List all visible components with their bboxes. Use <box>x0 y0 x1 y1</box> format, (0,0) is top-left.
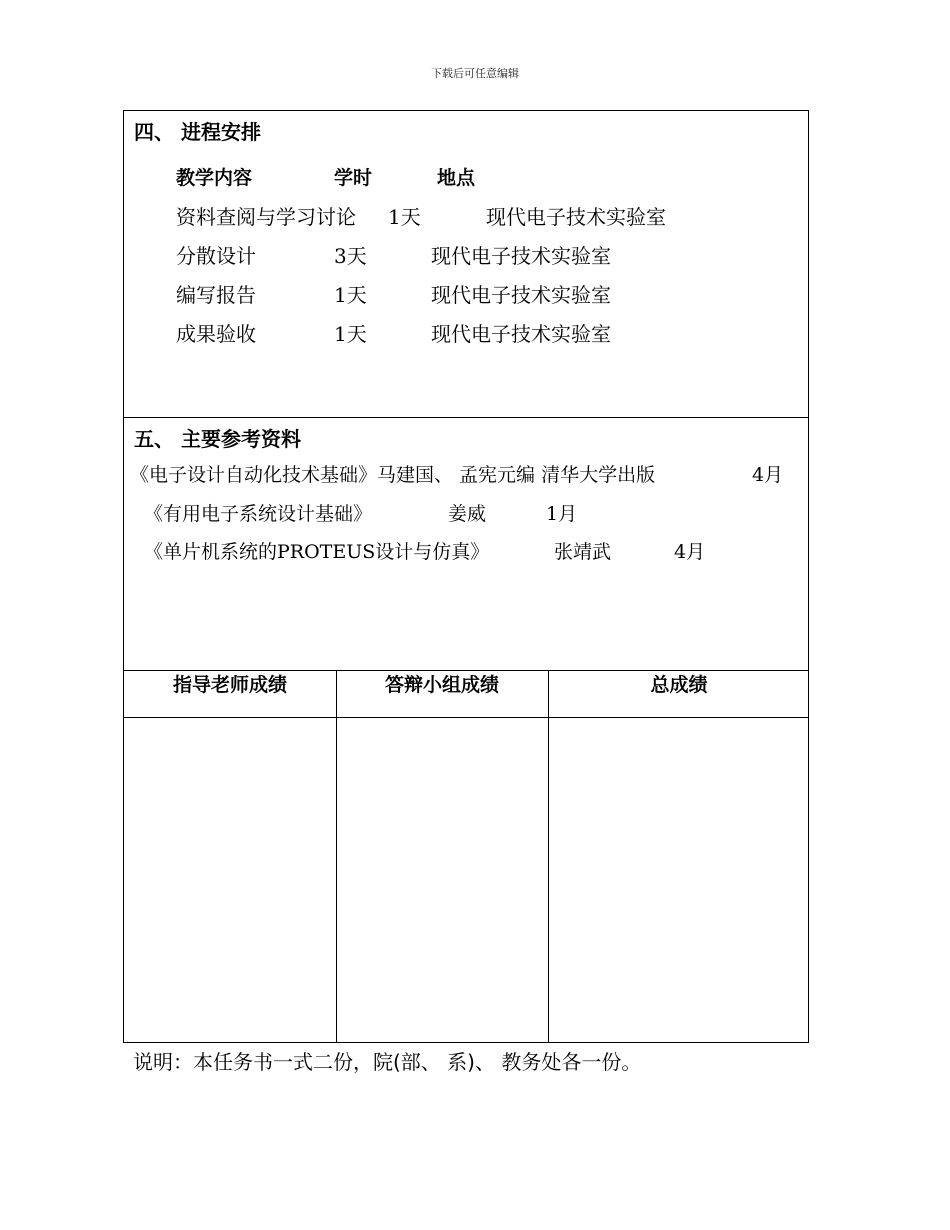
col-head-content: 教学内容 <box>176 167 253 189</box>
score-head-advisor: 指导老师成绩 <box>172 674 287 696</box>
score-cell-defense[interactable] <box>337 718 548 1043</box>
schedule-row-place: 现代电子技术实验室 <box>431 322 611 346</box>
footnote: 说明：本任务书一式二份，院(部、 系)、 教务处各一份。 <box>133 1050 642 1074</box>
schedule-row-content: 成果验收 <box>176 322 256 346</box>
score-head-total: 总成绩 <box>650 674 708 696</box>
schedule-row-place: 现代电子技术实验室 <box>486 205 666 229</box>
reference-book: 《有用电子系统设计基础》 <box>144 503 373 525</box>
score-head-defense: 答辩小组成绩 <box>384 674 499 696</box>
reference-author: 张靖武 <box>554 541 612 563</box>
schedule-row-place: 现代电子技术实验室 <box>431 244 611 268</box>
reference-book: 《电子设计自动化技术基础》马建国、 孟宪元编 清华大学出版 <box>130 464 656 486</box>
page-header: 下载后可任意编辑 <box>431 67 519 80</box>
score-cell-total[interactable] <box>549 718 808 1043</box>
reference-date: 1月 <box>546 503 578 525</box>
schedule-row-content: 分散设计 <box>176 244 256 268</box>
score-cell-advisor[interactable] <box>124 718 336 1043</box>
divider <box>124 417 808 418</box>
col-head-place: 地点 <box>437 167 476 189</box>
schedule-row-content: 编写报告 <box>176 283 256 307</box>
schedule-row-place: 现代电子技术实验室 <box>431 283 611 307</box>
reference-date: 4月 <box>674 541 706 563</box>
reference-author: 姜威 <box>448 503 487 525</box>
section4-title: 四、 进程安排 <box>134 120 261 144</box>
col-head-hours: 学时 <box>334 167 373 189</box>
schedule-row-content: 资料查阅与学习讨论 <box>176 205 356 229</box>
reference-date: 4月 <box>752 464 784 486</box>
schedule-row-hours: 1天 <box>334 283 367 307</box>
section5-title: 五、 主要参考资料 <box>134 427 301 451</box>
schedule-row-hours: 3天 <box>334 244 367 268</box>
schedule-row-hours: 1天 <box>388 205 421 229</box>
score-grid <box>124 670 808 1044</box>
schedule-row-hours: 1天 <box>334 322 367 346</box>
reference-book: 《单片机系统的PROTEUS设计与仿真》 <box>144 541 490 563</box>
task-table <box>123 110 809 1043</box>
